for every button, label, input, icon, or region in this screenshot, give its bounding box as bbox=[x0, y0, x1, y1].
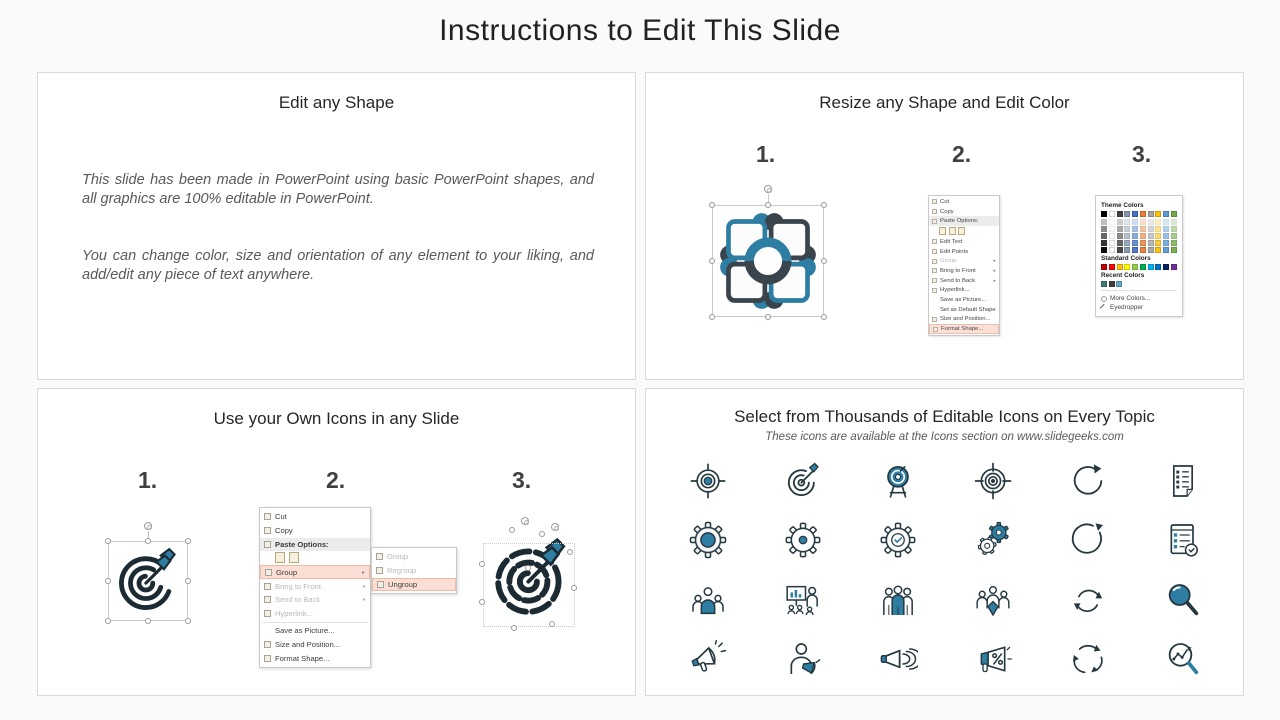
send-back-icon bbox=[264, 596, 271, 603]
hyperlink-icon bbox=[264, 610, 271, 617]
search-analytics-icon[interactable] bbox=[1161, 637, 1205, 681]
crosshair-focus-icon[interactable] bbox=[971, 459, 1015, 503]
panel-icon-library bbox=[645, 388, 1244, 696]
ungrouped-icon-graphic bbox=[481, 529, 581, 633]
color-tint-swatch[interactable] bbox=[1124, 219, 1130, 225]
color-tint-swatch[interactable] bbox=[1148, 226, 1154, 232]
resize-handle[interactable] bbox=[185, 618, 191, 624]
color-tint-swatch[interactable] bbox=[1132, 219, 1138, 225]
menu-item-hyperlink: Hyperlink... bbox=[260, 607, 370, 621]
team-leader-icon[interactable] bbox=[686, 578, 730, 622]
color-swatch[interactable] bbox=[1171, 211, 1177, 217]
resize-handle[interactable] bbox=[479, 599, 485, 605]
refresh-arrow-icon[interactable] bbox=[1066, 518, 1110, 562]
gear-outline-icon[interactable] bbox=[781, 518, 825, 562]
paste-keep-formatting-icon[interactable] bbox=[275, 552, 285, 563]
format-shape-icon bbox=[264, 655, 271, 662]
color-tint-swatch[interactable] bbox=[1155, 233, 1161, 239]
color-swatch[interactable] bbox=[1109, 264, 1115, 270]
color-tint-swatch[interactable] bbox=[1117, 226, 1123, 232]
color-tint-swatch[interactable] bbox=[1101, 226, 1107, 232]
resize-handle[interactable] bbox=[105, 538, 111, 544]
color-tint-swatch[interactable] bbox=[1132, 226, 1138, 232]
color-swatch[interactable] bbox=[1116, 281, 1122, 287]
more-colors-icon bbox=[1101, 296, 1107, 302]
theme-colors-row[interactable] bbox=[1101, 211, 1177, 217]
color-tint-swatch[interactable] bbox=[1155, 226, 1161, 232]
loudspeaker-icon[interactable] bbox=[876, 637, 920, 681]
training-presentation-icon[interactable] bbox=[781, 578, 825, 622]
menu-item-save-as-picture[interactable]: Save as Picture... bbox=[940, 297, 987, 304]
step-number-1: 1. bbox=[138, 467, 158, 493]
crosshair-target-icon[interactable] bbox=[686, 459, 730, 503]
menu-item-bring-to-front[interactable]: Bring to Front ▸ bbox=[929, 266, 999, 276]
gear-check-icon[interactable] bbox=[876, 518, 920, 562]
resize-handle[interactable] bbox=[105, 618, 111, 624]
shape-selection-frame bbox=[712, 205, 824, 317]
eyedropper-icon bbox=[1100, 303, 1108, 311]
color-picker-dropdown bbox=[1095, 195, 1183, 317]
copy-icon bbox=[264, 527, 271, 534]
step-number-2: 2. bbox=[326, 467, 346, 493]
quad-shape-graphic bbox=[716, 209, 820, 313]
color-tint-swatch[interactable] bbox=[1109, 233, 1115, 239]
panel-resize-color bbox=[645, 72, 1244, 380]
group-submenu bbox=[371, 547, 457, 594]
menu-item-paste-options[interactable]: Paste Options: bbox=[929, 216, 999, 226]
double-gear-icon[interactable] bbox=[971, 518, 1015, 562]
color-tint-swatch[interactable] bbox=[1155, 247, 1161, 253]
color-tint-swatch[interactable] bbox=[1117, 240, 1123, 246]
rotation-handle[interactable] bbox=[521, 517, 529, 525]
resize-handle[interactable] bbox=[185, 538, 191, 544]
resize-handle[interactable] bbox=[765, 202, 771, 208]
color-tint-swatch[interactable] bbox=[1140, 233, 1146, 239]
color-tint-swatch[interactable] bbox=[1140, 240, 1146, 246]
edit-points-icon bbox=[932, 249, 937, 254]
size-position-icon bbox=[932, 317, 937, 322]
color-tint-swatch[interactable] bbox=[1140, 247, 1146, 253]
color-tint-swatch[interactable] bbox=[1101, 233, 1107, 239]
size-position-icon bbox=[264, 641, 271, 648]
context-menu bbox=[928, 195, 1000, 336]
color-tint-swatch[interactable] bbox=[1132, 247, 1138, 253]
color-tint-swatch[interactable] bbox=[1140, 219, 1146, 225]
color-tint-swatch[interactable] bbox=[1117, 219, 1123, 225]
color-tint-swatch[interactable] bbox=[1109, 226, 1115, 232]
resize-handle[interactable] bbox=[709, 258, 715, 264]
menu-item-copy[interactable]: Copy bbox=[260, 524, 370, 538]
menu-item-paste-options[interactable]: Paste Options: bbox=[260, 538, 370, 552]
color-swatch[interactable] bbox=[1148, 264, 1154, 270]
color-swatch[interactable] bbox=[1155, 211, 1161, 217]
panel-edit-shape bbox=[37, 72, 636, 380]
submenu-item-regroup: Regroup bbox=[372, 564, 456, 578]
send-back-icon bbox=[932, 278, 937, 283]
menu-item-edit-text[interactable]: Edit Text bbox=[929, 237, 999, 247]
group-icon bbox=[932, 259, 937, 264]
rotation-handle[interactable] bbox=[551, 523, 559, 531]
color-tint-swatch[interactable] bbox=[1124, 247, 1130, 253]
color-tint-swatch[interactable] bbox=[1148, 233, 1154, 239]
color-swatch[interactable] bbox=[1101, 211, 1107, 217]
menu-item-cut[interactable]: Cut bbox=[260, 510, 370, 524]
resize-handle[interactable] bbox=[105, 578, 111, 584]
color-tint-swatch[interactable] bbox=[1148, 240, 1154, 246]
menu-item-group[interactable]: Group ▸ bbox=[260, 565, 370, 579]
color-swatch[interactable] bbox=[1117, 264, 1123, 270]
announcer-person-icon[interactable] bbox=[781, 637, 825, 681]
color-tint-swatch[interactable] bbox=[1117, 247, 1123, 253]
dartboard-arrow-icon[interactable] bbox=[781, 459, 825, 503]
color-tint-swatch[interactable] bbox=[1109, 219, 1115, 225]
color-tint-swatch[interactable] bbox=[1163, 240, 1169, 246]
color-tint-swatch[interactable] bbox=[1171, 233, 1177, 239]
step-number-1: 1. bbox=[756, 141, 776, 167]
panel-title: Resize any Shape and Edit Color bbox=[819, 93, 1070, 112]
theme-colors-label: Theme Colors bbox=[1101, 202, 1144, 209]
recent-colors-row[interactable] bbox=[1101, 281, 1177, 287]
menu-item-save-as-picture[interactable]: Save as Picture... bbox=[275, 625, 335, 635]
sync-arrows-icon[interactable] bbox=[1066, 578, 1110, 622]
menu-item-cut[interactable]: Cut bbox=[929, 197, 999, 207]
resize-handle[interactable] bbox=[765, 314, 771, 320]
resize-handle[interactable] bbox=[525, 565, 531, 571]
menu-item-size-position[interactable]: Size and Position... bbox=[929, 315, 999, 325]
more-colors-item[interactable]: More Colors... bbox=[1101, 294, 1177, 303]
color-swatch[interactable] bbox=[1109, 211, 1115, 217]
color-tint-swatch[interactable] bbox=[1109, 240, 1115, 246]
paste-picture-icon[interactable] bbox=[289, 552, 299, 563]
resize-handle[interactable] bbox=[567, 549, 573, 555]
rotation-handle[interactable] bbox=[764, 185, 772, 193]
standard-colors-label: Standard Colors bbox=[1101, 255, 1151, 262]
color-tint-swatch[interactable] bbox=[1155, 219, 1161, 225]
menu-item-send-to-back[interactable]: Send to Back ▸ bbox=[929, 276, 999, 286]
color-swatch[interactable] bbox=[1171, 264, 1177, 270]
menu-item-edit-points[interactable]: Edit Points bbox=[929, 247, 999, 257]
promo-megaphone-icon[interactable] bbox=[971, 637, 1015, 681]
menu-item-size-position[interactable]: Size and Position... bbox=[260, 637, 370, 651]
resize-handle[interactable] bbox=[185, 578, 191, 584]
color-swatch[interactable] bbox=[1132, 211, 1138, 217]
color-tint-swatch[interactable] bbox=[1124, 240, 1130, 246]
redo-arrow-icon[interactable] bbox=[1066, 459, 1110, 503]
bring-front-icon bbox=[932, 268, 937, 273]
color-swatch[interactable] bbox=[1155, 264, 1161, 270]
color-swatch[interactable] bbox=[1117, 211, 1123, 217]
menu-item-bring-to-front: Bring to Front ▸ bbox=[260, 579, 370, 593]
edit-shape-paragraph-2: You can change color, size and orientation of any element to your liking, and add/edit any piece of text anywhere. bbox=[82, 248, 594, 284]
recent-colors-label: Recent Colors bbox=[1101, 272, 1145, 279]
color-swatch[interactable] bbox=[1132, 264, 1138, 270]
color-swatch[interactable] bbox=[1163, 211, 1169, 217]
magnifier-icon[interactable] bbox=[1161, 578, 1205, 622]
color-tint-swatch[interactable] bbox=[1101, 219, 1107, 225]
resize-handle[interactable] bbox=[509, 527, 515, 533]
color-tint-swatch[interactable] bbox=[1148, 247, 1154, 253]
step-number-3: 3. bbox=[512, 467, 532, 493]
color-swatch[interactable] bbox=[1124, 211, 1130, 217]
color-tint-swatch[interactable] bbox=[1171, 240, 1177, 246]
theme-tints-grid[interactable] bbox=[1101, 219, 1177, 253]
menu-item-set-default-shape[interactable]: Set as Default Shape bbox=[940, 306, 996, 313]
cut-icon bbox=[932, 199, 937, 204]
menu-item-format-shape[interactable]: Format Shape... bbox=[260, 651, 370, 665]
paste-merge-icon[interactable] bbox=[949, 227, 956, 235]
ungroup-icon bbox=[377, 581, 384, 588]
copy-icon bbox=[932, 209, 937, 214]
paste-options-strip bbox=[929, 226, 999, 237]
color-tint-swatch[interactable] bbox=[1148, 219, 1154, 225]
color-tint-swatch[interactable] bbox=[1109, 247, 1115, 253]
color-tint-swatch[interactable] bbox=[1171, 226, 1177, 232]
color-swatch[interactable] bbox=[1140, 211, 1146, 217]
resize-handle[interactable] bbox=[145, 538, 151, 544]
icon-selection-frame bbox=[108, 541, 188, 621]
checklist-document-icon[interactable] bbox=[1161, 459, 1205, 503]
resize-handle[interactable] bbox=[145, 618, 151, 624]
step-number-2: 2. bbox=[952, 141, 972, 167]
regroup-icon bbox=[376, 567, 383, 574]
color-tint-swatch[interactable] bbox=[1132, 233, 1138, 239]
color-tint-swatch[interactable] bbox=[1124, 226, 1130, 232]
color-tint-swatch[interactable] bbox=[1171, 247, 1177, 253]
color-tint-swatch[interactable] bbox=[1124, 233, 1130, 239]
color-swatch[interactable] bbox=[1101, 264, 1107, 270]
group-icon bbox=[376, 553, 383, 560]
panel-title: Edit any Shape bbox=[278, 93, 395, 112]
color-swatch[interactable] bbox=[1163, 264, 1169, 270]
panel-title: Select from Thousands of Editable Icons on Every Topic bbox=[734, 407, 1155, 426]
color-tint-swatch[interactable] bbox=[1140, 226, 1146, 232]
edit-shape-paragraph-1: This slide has been made in PowerPoint using basic PowerPoint shapes, and all graphics are 100% editable in PowerPoint. bbox=[82, 172, 594, 208]
color-swatch[interactable] bbox=[1109, 281, 1115, 287]
color-tint-swatch[interactable] bbox=[1163, 219, 1169, 225]
step-number-3: 3. bbox=[1132, 141, 1152, 167]
icon-grid bbox=[660, 451, 1230, 689]
submenu-item-ungroup[interactable]: Ungroup bbox=[372, 578, 456, 592]
task-clock-icon[interactable] bbox=[1161, 518, 1205, 562]
color-tint-swatch[interactable] bbox=[1171, 219, 1177, 225]
menu-item-group: Group ▸ bbox=[929, 256, 999, 266]
color-tint-swatch[interactable] bbox=[1163, 247, 1169, 253]
panel-own-icons bbox=[37, 388, 636, 696]
edit-text-icon bbox=[932, 239, 937, 244]
resize-handle[interactable] bbox=[821, 314, 827, 320]
color-tint-swatch[interactable] bbox=[1163, 226, 1169, 232]
group-icon bbox=[265, 569, 272, 576]
rotation-handle[interactable] bbox=[144, 522, 152, 530]
slide-title: Instructions to Edit This Slide bbox=[439, 14, 841, 47]
resize-handle[interactable] bbox=[821, 202, 827, 208]
resize-handle[interactable] bbox=[821, 258, 827, 264]
color-swatch[interactable] bbox=[1140, 264, 1146, 270]
hyperlink-icon bbox=[932, 288, 937, 293]
color-tint-swatch[interactable] bbox=[1101, 247, 1107, 253]
resize-handle[interactable] bbox=[539, 531, 545, 537]
color-tint-swatch[interactable] bbox=[1155, 240, 1161, 246]
menu-item-copy[interactable]: Copy bbox=[929, 207, 999, 217]
paste-keep-formatting-icon[interactable] bbox=[939, 227, 946, 235]
color-swatch[interactable] bbox=[1124, 264, 1130, 270]
resize-handle[interactable] bbox=[511, 625, 517, 631]
context-menu bbox=[259, 507, 371, 668]
resize-handle[interactable] bbox=[479, 561, 485, 567]
color-tint-swatch[interactable] bbox=[1163, 233, 1169, 239]
megaphone-icon[interactable] bbox=[686, 637, 730, 681]
menu-item-format-shape[interactable]: Format Shape... bbox=[929, 324, 999, 334]
resize-handle[interactable] bbox=[709, 314, 715, 320]
paste-picture-icon[interactable] bbox=[958, 227, 965, 235]
gear-solid-icon[interactable] bbox=[686, 518, 730, 562]
color-tint-swatch[interactable] bbox=[1101, 240, 1107, 246]
color-swatch[interactable] bbox=[1101, 281, 1107, 287]
menu-item-hyperlink[interactable]: Hyperlink... bbox=[929, 286, 999, 296]
submenu-item-group: Group bbox=[372, 550, 456, 564]
format-shape-icon bbox=[933, 327, 938, 332]
cut-icon bbox=[264, 513, 271, 520]
target-dart-icon bbox=[114, 547, 182, 615]
panel-title: Use your Own Icons in any Slide bbox=[213, 409, 460, 428]
standard-colors-row[interactable] bbox=[1101, 264, 1177, 270]
panel-subtitle: These icons are available at the Icons section on www.slidegeeks.com bbox=[765, 431, 1124, 443]
dartboard-stand-icon[interactable] bbox=[876, 459, 920, 503]
paste-icon bbox=[264, 541, 271, 548]
resize-handle[interactable] bbox=[549, 621, 555, 627]
color-tint-swatch[interactable] bbox=[1132, 240, 1138, 246]
team-network-icon[interactable] bbox=[971, 578, 1015, 622]
resize-handle[interactable] bbox=[571, 585, 577, 591]
paste-options-strip bbox=[260, 551, 370, 565]
color-swatch[interactable] bbox=[1148, 211, 1154, 217]
paste-icon bbox=[932, 219, 937, 224]
resize-handle[interactable] bbox=[709, 202, 715, 208]
eyedropper-item[interactable]: Eyedropper bbox=[1101, 303, 1177, 312]
people-group-icon[interactable] bbox=[876, 578, 920, 622]
cycle-arrows-icon[interactable] bbox=[1066, 637, 1110, 681]
color-tint-swatch[interactable] bbox=[1117, 233, 1123, 239]
bring-front-icon bbox=[264, 583, 271, 590]
menu-item-send-to-back: Send to Back ▸ bbox=[260, 593, 370, 607]
